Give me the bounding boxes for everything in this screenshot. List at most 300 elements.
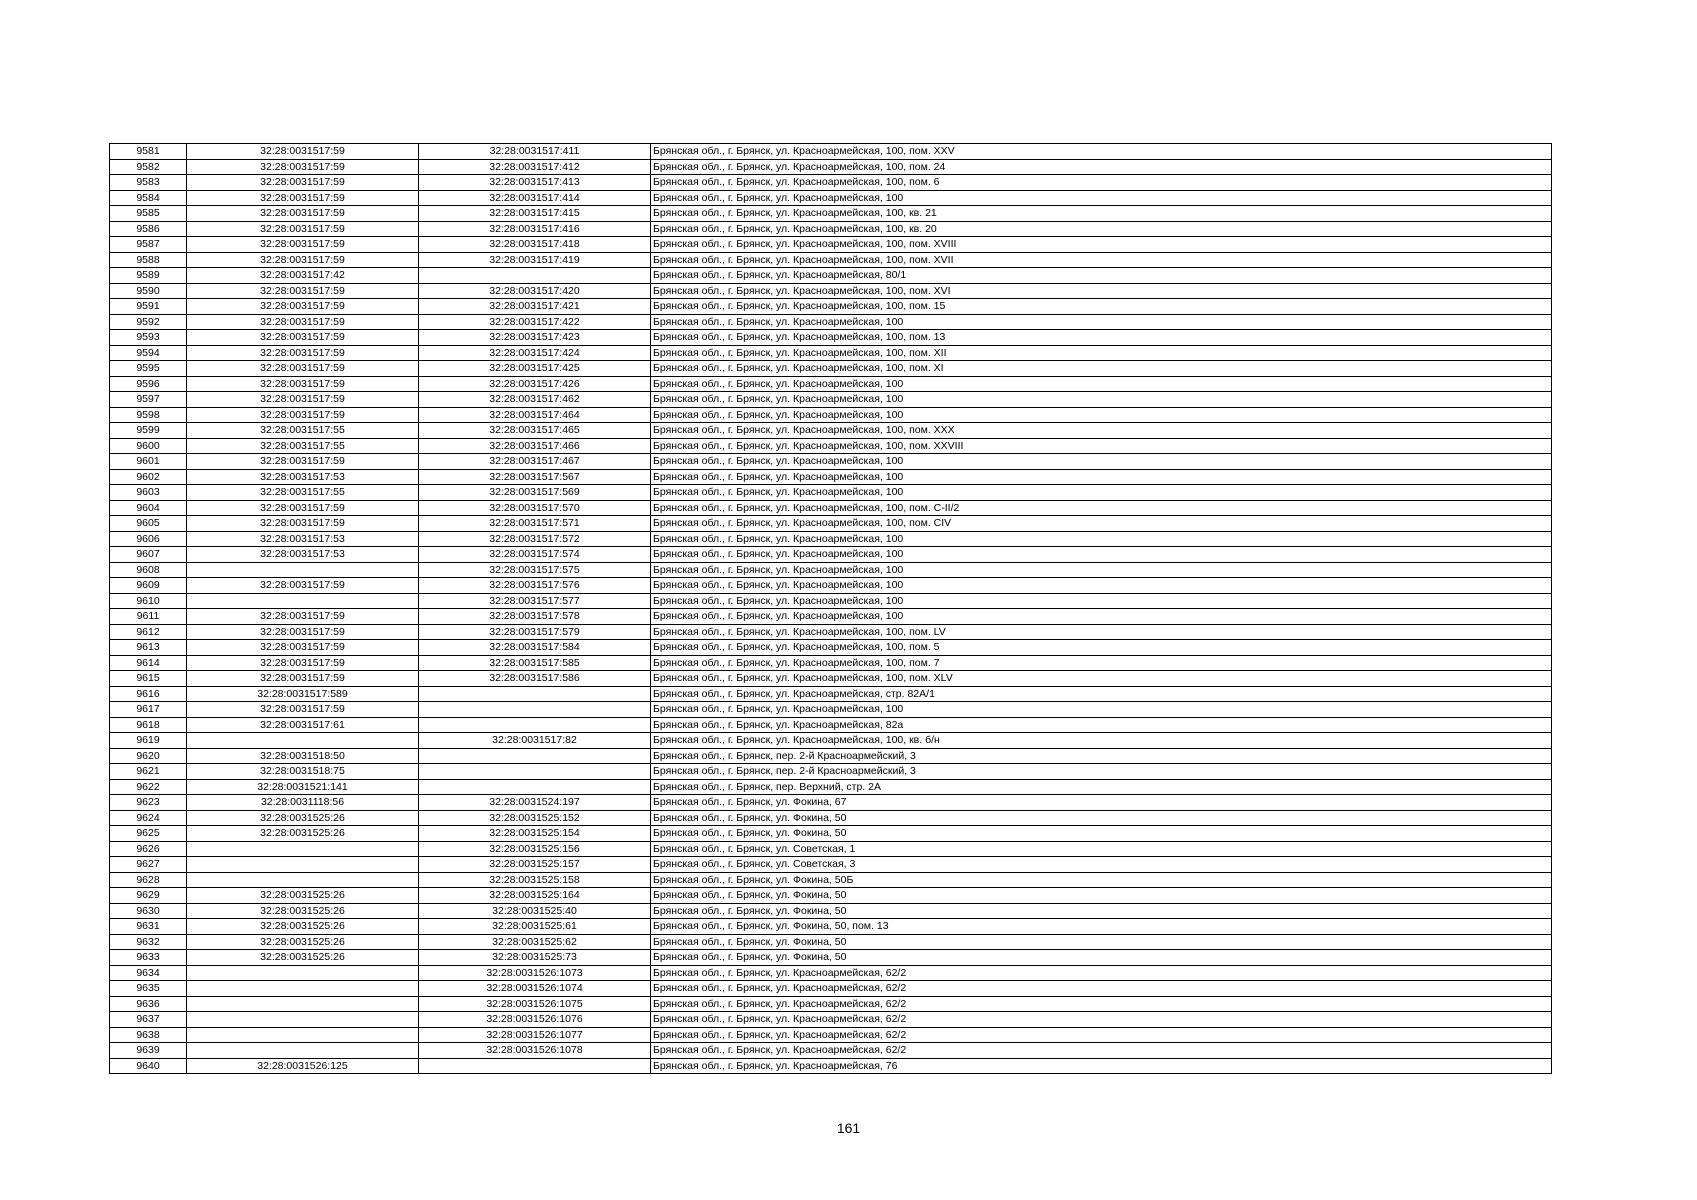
object-number-cell — [419, 779, 651, 795]
row-number-cell: 9610 — [110, 593, 187, 609]
table-row — [110, 159, 1552, 175]
table-row — [110, 578, 1552, 594]
object-number-cell: 32:28:0031517:423 — [419, 330, 651, 346]
object-number-cell: 32:28:0031517:82 — [419, 733, 651, 749]
object-number-cell: 32:28:0031517:418 — [419, 237, 651, 253]
row-number-cell: 9616 — [110, 686, 187, 702]
address-cell: Брянская обл., г. Брянск, ул. Красноармейская, 100, пом. XI — [651, 361, 1552, 377]
table-row — [110, 640, 1552, 656]
object-number-cell: 32:28:0031517:585 — [419, 655, 651, 671]
address-cell: Брянская обл., г. Брянск, ул. Красноармейская, 62/2 — [651, 981, 1552, 997]
parcel-number-cell: 32:28:0031525:26 — [187, 919, 419, 935]
parcel-number-cell: 32:28:0031517:59 — [187, 407, 419, 423]
table-row — [110, 206, 1552, 222]
row-number-cell: 9608 — [110, 562, 187, 578]
object-number-cell: 32:28:0031517:420 — [419, 283, 651, 299]
object-number-cell: 32:28:0031526:1077 — [419, 1027, 651, 1043]
row-number-cell: 9605 — [110, 516, 187, 532]
parcel-number-cell — [187, 857, 419, 873]
object-number-cell — [419, 717, 651, 733]
parcel-number-cell — [187, 872, 419, 888]
object-number-cell — [419, 1058, 651, 1074]
address-cell: Брянская обл., г. Брянск, ул. Фокина, 50 — [651, 888, 1552, 904]
object-number-cell: 32:28:0031525:157 — [419, 857, 651, 873]
object-number-cell: 32:28:0031517:413 — [419, 175, 651, 191]
object-number-cell: 32:28:0031517:571 — [419, 516, 651, 532]
table-row — [110, 702, 1552, 718]
parcel-number-cell: 32:28:0031517:53 — [187, 547, 419, 563]
parcel-number-cell: 32:28:0031517:59 — [187, 221, 419, 237]
table-row — [110, 965, 1552, 981]
object-number-cell: 32:28:0031517:578 — [419, 609, 651, 625]
object-number-cell: 32:28:0031517:412 — [419, 159, 651, 175]
object-number-cell: 32:28:0031517:572 — [419, 531, 651, 547]
table-row — [110, 1043, 1552, 1059]
address-cell: Брянская обл., г. Брянск, пер. 2-й Красноармейский, 3 — [651, 764, 1552, 780]
table-row — [110, 903, 1552, 919]
row-number-cell: 9583 — [110, 175, 187, 191]
object-number-cell: 32:28:0031517:584 — [419, 640, 651, 656]
row-number-cell: 9638 — [110, 1027, 187, 1043]
parcel-number-cell: 32:28:0031517:59 — [187, 159, 419, 175]
table-row — [110, 485, 1552, 501]
table-row — [110, 190, 1552, 206]
row-number-cell: 9629 — [110, 888, 187, 904]
parcel-number-cell: 32:28:0031517:59 — [187, 175, 419, 191]
parcel-number-cell: 32:28:0031517:59 — [187, 454, 419, 470]
address-cell: Брянская обл., г. Брянск, ул. Красноармейская, 100 — [651, 547, 1552, 563]
parcel-number-cell: 32:28:0031525:26 — [187, 950, 419, 966]
object-number-cell: 32:28:0031517:421 — [419, 299, 651, 315]
object-number-cell: 32:28:0031517:422 — [419, 314, 651, 330]
table-row — [110, 547, 1552, 563]
parcel-number-cell: 32:28:0031517:59 — [187, 655, 419, 671]
table-row — [110, 888, 1552, 904]
parcel-number-cell: 32:28:0031517:59 — [187, 206, 419, 222]
address-cell: Брянская обл., г. Брянск, ул. Красноармейская, 100 — [651, 562, 1552, 578]
parcel-number-cell: 32:28:0031517:53 — [187, 531, 419, 547]
table-row — [110, 609, 1552, 625]
address-cell: Брянская обл., г. Брянск, ул. Красноармейская, 100, пом. XVI — [651, 283, 1552, 299]
table-row — [110, 144, 1552, 160]
table-row — [110, 1058, 1552, 1074]
table-row — [110, 872, 1552, 888]
object-number-cell — [419, 764, 651, 780]
address-cell: Брянская обл., г. Брянск, ул. Красноармейская, 100, пом. XVIII — [651, 237, 1552, 253]
address-cell: Брянская обл., г. Брянск, ул. Красноармейская, 100, пом. 13 — [651, 330, 1552, 346]
row-number-cell: 9612 — [110, 624, 187, 640]
object-number-cell: 32:28:0031517:462 — [419, 392, 651, 408]
object-number-cell: 32:28:0031525:156 — [419, 841, 651, 857]
address-cell: Брянская обл., г. Брянск, ул. Красноармейская, 62/2 — [651, 1012, 1552, 1028]
row-number-cell: 9640 — [110, 1058, 187, 1074]
row-number-cell: 9607 — [110, 547, 187, 563]
address-cell: Брянская обл., г. Брянск, ул. Красноармейская, 100, пом. 7 — [651, 655, 1552, 671]
object-number-cell: 32:28:0031525:73 — [419, 950, 651, 966]
object-number-cell: 32:28:0031525:164 — [419, 888, 651, 904]
table-row — [110, 934, 1552, 950]
row-number-cell: 9587 — [110, 237, 187, 253]
object-number-cell: 32:28:0031525:154 — [419, 826, 651, 842]
row-number-cell: 9590 — [110, 283, 187, 299]
row-number-cell: 9593 — [110, 330, 187, 346]
table-row — [110, 361, 1552, 377]
row-number-cell: 9613 — [110, 640, 187, 656]
row-number-cell: 9618 — [110, 717, 187, 733]
table-row — [110, 407, 1552, 423]
table-row — [110, 950, 1552, 966]
address-cell: Брянская обл., г. Брянск, ул. Красноармейская, 100 — [651, 593, 1552, 609]
row-number-cell: 9636 — [110, 996, 187, 1012]
row-number-cell: 9639 — [110, 1043, 187, 1059]
table-row — [110, 655, 1552, 671]
address-cell: Брянская обл., г. Брянск, ул. Фокина, 67 — [651, 795, 1552, 811]
address-cell: Брянская обл., г. Брянск, ул. Красноармейская, 100 — [651, 407, 1552, 423]
address-cell: Брянская обл., г. Брянск, ул. Красноармейская, 100 — [651, 702, 1552, 718]
address-cell: Брянская обл., г. Брянск, ул. Красноармейская, 100, пом. XXX — [651, 423, 1552, 439]
address-cell: Брянская обл., г. Брянск, ул. Красноармейская, 100, пом. XLV — [651, 671, 1552, 687]
parcel-number-cell: 32:28:0031517:59 — [187, 671, 419, 687]
table-row — [110, 268, 1552, 284]
object-number-cell: 32:28:0031517:575 — [419, 562, 651, 578]
address-cell: Брянская обл., г. Брянск, ул. Фокина, 50 — [651, 826, 1552, 842]
object-number-cell: 32:28:0031525:62 — [419, 934, 651, 950]
parcel-number-cell — [187, 841, 419, 857]
row-number-cell: 9621 — [110, 764, 187, 780]
address-cell: Брянская обл., г. Брянск, ул. Красноармейская, 100, пом. XXV — [651, 144, 1552, 160]
object-number-cell — [419, 268, 651, 284]
row-number-cell: 9637 — [110, 1012, 187, 1028]
object-number-cell: 32:28:0031526:1075 — [419, 996, 651, 1012]
address-cell: Брянская обл., г. Брянск, ул. Красноармейская, 100 — [651, 531, 1552, 547]
row-number-cell: 9634 — [110, 965, 187, 981]
row-number-cell: 9631 — [110, 919, 187, 935]
row-number-cell: 9584 — [110, 190, 187, 206]
row-number-cell: 9592 — [110, 314, 187, 330]
row-number-cell: 9600 — [110, 438, 187, 454]
row-number-cell: 9581 — [110, 144, 187, 160]
row-number-cell: 9635 — [110, 981, 187, 997]
object-number-cell: 32:28:0031517:467 — [419, 454, 651, 470]
parcel-number-cell — [187, 1043, 419, 1059]
parcel-number-cell: 32:28:0031517:59 — [187, 609, 419, 625]
table-row — [110, 423, 1552, 439]
row-number-cell: 9585 — [110, 206, 187, 222]
table-row — [110, 857, 1552, 873]
address-cell: Брянская обл., г. Брянск, ул. Красноармейская, 100, кв. 21 — [651, 206, 1552, 222]
address-cell: Брянская обл., г. Брянск, ул. Красноармейская, 100 — [651, 376, 1552, 392]
row-number-cell: 9615 — [110, 671, 187, 687]
address-cell: Брянская обл., г. Брянск, ул. Фокина, 50, пом. 13 — [651, 919, 1552, 935]
address-cell: Брянская обл., г. Брянск, ул. Красноармейская, 100, пом. XVII — [651, 252, 1552, 268]
object-number-cell: 32:28:0031525:40 — [419, 903, 651, 919]
row-number-cell: 9602 — [110, 469, 187, 485]
table-row — [110, 593, 1552, 609]
row-number-cell: 9628 — [110, 872, 187, 888]
object-number-cell: 32:28:0031517:579 — [419, 624, 651, 640]
table-row — [110, 562, 1552, 578]
row-number-cell: 9624 — [110, 810, 187, 826]
row-number-cell: 9614 — [110, 655, 187, 671]
address-cell: Брянская обл., г. Брянск, ул. Советская, 1 — [651, 841, 1552, 857]
table-row — [110, 841, 1552, 857]
address-cell: Брянская обл., г. Брянск, ул. Красноармейская, 62/2 — [651, 965, 1552, 981]
parcel-number-cell: 32:28:0031517:589 — [187, 686, 419, 702]
table-row — [110, 826, 1552, 842]
parcel-number-cell: 32:28:0031517:59 — [187, 702, 419, 718]
parcel-number-cell: 32:28:0031517:42 — [187, 268, 419, 284]
object-number-cell — [419, 748, 651, 764]
row-number-cell: 9623 — [110, 795, 187, 811]
row-number-cell: 9619 — [110, 733, 187, 749]
registry-table — [109, 143, 1552, 1074]
row-number-cell: 9586 — [110, 221, 187, 237]
address-cell: Брянская обл., г. Брянск, ул. Красноармейская, 100, пом. 6 — [651, 175, 1552, 191]
parcel-number-cell: 32:28:0031517:55 — [187, 423, 419, 439]
parcel-number-cell: 32:28:0031517:59 — [187, 144, 419, 160]
table-row — [110, 764, 1552, 780]
object-number-cell: 32:28:0031517:586 — [419, 671, 651, 687]
row-number-cell: 9596 — [110, 376, 187, 392]
address-cell: Брянская обл., г. Брянск, ул. Красноармейская, 100 — [651, 454, 1552, 470]
parcel-number-cell: 32:28:0031517:59 — [187, 314, 419, 330]
address-cell: Брянская обл., г. Брянск, ул. Красноармейская, 100 — [651, 578, 1552, 594]
parcel-number-cell — [187, 1027, 419, 1043]
row-number-cell: 9620 — [110, 748, 187, 764]
registry-table-body — [110, 144, 1552, 1074]
parcel-number-cell: 32:28:0031517:59 — [187, 500, 419, 516]
address-cell: Брянская обл., г. Брянск, ул. Фокина, 50 — [651, 903, 1552, 919]
table-row — [110, 996, 1552, 1012]
row-number-cell: 9611 — [110, 609, 187, 625]
parcel-number-cell: 32:28:0031118:56 — [187, 795, 419, 811]
object-number-cell: 32:28:0031517:419 — [419, 252, 651, 268]
object-number-cell: 32:28:0031517:569 — [419, 485, 651, 501]
table-row — [110, 469, 1552, 485]
object-number-cell: 32:28:0031517:416 — [419, 221, 651, 237]
object-number-cell: 32:28:0031517:415 — [419, 206, 651, 222]
table-row — [110, 717, 1552, 733]
address-cell: Брянская обл., г. Брянск, ул. Красноармейская, 100, кв. б/н — [651, 733, 1552, 749]
object-number-cell — [419, 702, 651, 718]
object-number-cell: 32:28:0031517:465 — [419, 423, 651, 439]
row-number-cell: 9632 — [110, 934, 187, 950]
table-row — [110, 748, 1552, 764]
table-row — [110, 454, 1552, 470]
object-number-cell: 32:28:0031517:576 — [419, 578, 651, 594]
parcel-number-cell: 32:28:0031517:59 — [187, 283, 419, 299]
address-cell: Брянская обл., г. Брянск, ул. Красноармейская, 82а — [651, 717, 1552, 733]
parcel-number-cell: 32:28:0031525:26 — [187, 903, 419, 919]
address-cell: Брянская обл., г. Брянск, ул. Фокина, 50 — [651, 934, 1552, 950]
table-row — [110, 810, 1552, 826]
row-number-cell: 9582 — [110, 159, 187, 175]
address-cell: Брянская обл., г. Брянск, ул. Красноармейская, 100 — [651, 485, 1552, 501]
address-cell: Брянская обл., г. Брянск, ул. Красноармейская, 100 — [651, 609, 1552, 625]
parcel-number-cell: 32:28:0031517:59 — [187, 330, 419, 346]
parcel-number-cell: 32:28:0031525:26 — [187, 810, 419, 826]
address-cell: Брянская обл., г. Брянск, пер. 2-й Красноармейский, 3 — [651, 748, 1552, 764]
object-number-cell: 32:28:0031524:197 — [419, 795, 651, 811]
table-row — [110, 175, 1552, 191]
table-row — [110, 779, 1552, 795]
address-cell: Брянская обл., г. Брянск, ул. Красноармейская, 100, пом. XXVIII — [651, 438, 1552, 454]
table-row — [110, 438, 1552, 454]
table-row — [110, 345, 1552, 361]
parcel-number-cell: 32:28:0031517:55 — [187, 485, 419, 501]
parcel-number-cell: 32:28:0031525:26 — [187, 934, 419, 950]
table-row — [110, 237, 1552, 253]
row-number-cell: 9625 — [110, 826, 187, 842]
object-number-cell: 32:28:0031517:411 — [419, 144, 651, 160]
address-cell: Брянская обл., г. Брянск, ул. Красноармейская, 100, пом. 24 — [651, 159, 1552, 175]
row-number-cell: 9595 — [110, 361, 187, 377]
address-cell: Брянская обл., г. Брянск, ул. Советская, 3 — [651, 857, 1552, 873]
address-cell: Брянская обл., г. Брянск, ул. Фокина, 50Б — [651, 872, 1552, 888]
table-row — [110, 733, 1552, 749]
table-row — [110, 1027, 1552, 1043]
parcel-number-cell: 32:28:0031517:59 — [187, 376, 419, 392]
object-number-cell: 32:28:0031517:426 — [419, 376, 651, 392]
object-number-cell: 32:28:0031517:466 — [419, 438, 651, 454]
row-number-cell: 9599 — [110, 423, 187, 439]
address-cell: Брянская обл., г. Брянск, пер. Верхний, стр. 2А — [651, 779, 1552, 795]
parcel-number-cell: 32:28:0031517:59 — [187, 237, 419, 253]
parcel-number-cell: 32:28:0031526:125 — [187, 1058, 419, 1074]
parcel-number-cell — [187, 981, 419, 997]
address-cell: Брянская обл., г. Брянск, ул. Красноармейская, 76 — [651, 1058, 1552, 1074]
row-number-cell: 9591 — [110, 299, 187, 315]
table-row — [110, 624, 1552, 640]
table-row — [110, 299, 1552, 315]
table-row — [110, 252, 1552, 268]
table-row — [110, 516, 1552, 532]
parcel-number-cell: 32:28:0031521:141 — [187, 779, 419, 795]
address-cell: Брянская обл., г. Брянск, ул. Красноармейская, 100, пом. 5 — [651, 640, 1552, 656]
parcel-number-cell: 32:28:0031517:59 — [187, 392, 419, 408]
parcel-number-cell — [187, 562, 419, 578]
parcel-number-cell — [187, 965, 419, 981]
parcel-number-cell: 32:28:0031517:59 — [187, 578, 419, 594]
parcel-number-cell: 32:28:0031517:59 — [187, 345, 419, 361]
parcel-number-cell: 32:28:0031517:59 — [187, 640, 419, 656]
table-row — [110, 392, 1552, 408]
row-number-cell: 9622 — [110, 779, 187, 795]
row-number-cell: 9601 — [110, 454, 187, 470]
address-cell: Брянская обл., г. Брянск, ул. Красноармейская, 100 — [651, 314, 1552, 330]
object-number-cell: 32:28:0031525:158 — [419, 872, 651, 888]
parcel-number-cell: 32:28:0031517:59 — [187, 190, 419, 206]
address-cell: Брянская обл., г. Брянск, ул. Красноармейская, 62/2 — [651, 1043, 1552, 1059]
row-number-cell: 9633 — [110, 950, 187, 966]
table-row — [110, 531, 1552, 547]
address-cell: Брянская обл., г. Брянск, ул. Красноармейская, 100, пом. С-II/2 — [651, 500, 1552, 516]
address-cell: Брянская обл., г. Брянск, ул. Красноармейская, 100, пом. XII — [651, 345, 1552, 361]
table-row — [110, 330, 1552, 346]
table-row — [110, 919, 1552, 935]
address-cell: Брянская обл., г. Брянск, ул. Красноармейская, 100 — [651, 190, 1552, 206]
address-cell: Брянская обл., г. Брянск, ул. Красноармейская, 100 — [651, 392, 1552, 408]
address-cell: Брянская обл., г. Брянск, ул. Красноармейская, 62/2 — [651, 996, 1552, 1012]
row-number-cell: 9588 — [110, 252, 187, 268]
parcel-number-cell: 32:28:0031517:53 — [187, 469, 419, 485]
table-row — [110, 1012, 1552, 1028]
object-number-cell — [419, 686, 651, 702]
object-number-cell: 32:28:0031517:574 — [419, 547, 651, 563]
address-cell: Брянская обл., г. Брянск, ул. Красноармейская, 100, пом. CIV — [651, 516, 1552, 532]
row-number-cell: 9598 — [110, 407, 187, 423]
table-row — [110, 376, 1552, 392]
table-row — [110, 314, 1552, 330]
address-cell: Брянская обл., г. Брянск, ул. Красноармейская, 100, пом. LV — [651, 624, 1552, 640]
parcel-number-cell: 32:28:0031517:59 — [187, 516, 419, 532]
address-cell: Брянская обл., г. Брянск, ул. Красноармейская, 62/2 — [651, 1027, 1552, 1043]
table-row — [110, 795, 1552, 811]
parcel-number-cell — [187, 733, 419, 749]
table-row — [110, 686, 1552, 702]
object-number-cell: 32:28:0031517:424 — [419, 345, 651, 361]
object-number-cell: 32:28:0031526:1076 — [419, 1012, 651, 1028]
object-number-cell: 32:28:0031525:152 — [419, 810, 651, 826]
address-cell: Брянская обл., г. Брянск, ул. Фокина, 50 — [651, 810, 1552, 826]
row-number-cell: 9604 — [110, 500, 187, 516]
page-number: 161 — [836, 1120, 861, 1136]
address-cell: Брянская обл., г. Брянск, ул. Красноармейская, 80/1 — [651, 268, 1552, 284]
object-number-cell: 32:28:0031525:61 — [419, 919, 651, 935]
parcel-number-cell — [187, 996, 419, 1012]
row-number-cell: 9617 — [110, 702, 187, 718]
table-row — [110, 221, 1552, 237]
address-cell: Брянская обл., г. Брянск, ул. Фокина, 50 — [651, 950, 1552, 966]
parcel-number-cell — [187, 1012, 419, 1028]
address-cell: Брянская обл., г. Брянск, ул. Красноармейская, 100, пом. 15 — [651, 299, 1552, 315]
row-number-cell: 9589 — [110, 268, 187, 284]
parcel-number-cell: 32:28:0031517:59 — [187, 624, 419, 640]
table-row — [110, 671, 1552, 687]
object-number-cell: 32:28:0031526:1073 — [419, 965, 651, 981]
parcel-number-cell: 32:28:0031517:55 — [187, 438, 419, 454]
object-number-cell: 32:28:0031526:1074 — [419, 981, 651, 997]
address-cell: Брянская обл., г. Брянск, ул. Красноармейская, 100 — [651, 469, 1552, 485]
parcel-number-cell — [187, 593, 419, 609]
row-number-cell: 9597 — [110, 392, 187, 408]
object-number-cell: 32:28:0031517:414 — [419, 190, 651, 206]
row-number-cell: 9626 — [110, 841, 187, 857]
parcel-number-cell: 32:28:0031517:59 — [187, 361, 419, 377]
parcel-number-cell: 32:28:0031525:26 — [187, 826, 419, 842]
row-number-cell: 9630 — [110, 903, 187, 919]
parcel-number-cell: 32:28:0031518:75 — [187, 764, 419, 780]
table-row — [110, 283, 1552, 299]
row-number-cell: 9609 — [110, 578, 187, 594]
parcel-number-cell: 32:28:0031525:26 — [187, 888, 419, 904]
object-number-cell: 32:28:0031517:567 — [419, 469, 651, 485]
address-cell: Брянская обл., г. Брянск, ул. Красноармейская, 100, кв. 20 — [651, 221, 1552, 237]
row-number-cell: 9594 — [110, 345, 187, 361]
parcel-number-cell: 32:28:0031517:61 — [187, 717, 419, 733]
row-number-cell: 9627 — [110, 857, 187, 873]
address-cell: Брянская обл., г. Брянск, ул. Красноармейская, стр. 82А/1 — [651, 686, 1552, 702]
row-number-cell: 9606 — [110, 531, 187, 547]
parcel-number-cell: 32:28:0031517:59 — [187, 252, 419, 268]
object-number-cell: 32:28:0031526:1078 — [419, 1043, 651, 1059]
object-number-cell: 32:28:0031517:570 — [419, 500, 651, 516]
parcel-number-cell: 32:28:0031517:59 — [187, 299, 419, 315]
row-number-cell: 9603 — [110, 485, 187, 501]
table-row — [110, 981, 1552, 997]
object-number-cell: 32:28:0031517:425 — [419, 361, 651, 377]
parcel-number-cell: 32:28:0031518:50 — [187, 748, 419, 764]
